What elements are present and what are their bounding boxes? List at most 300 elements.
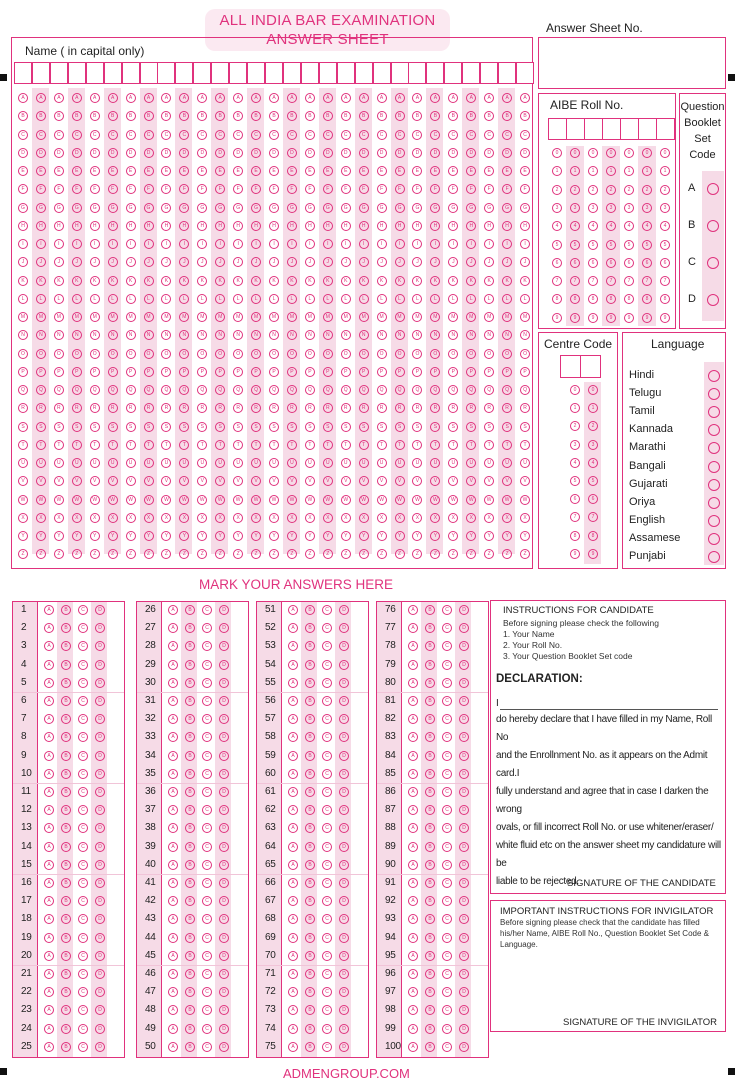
- name-bubble-r[interactable]: R: [161, 403, 171, 413]
- answer-bubble-d[interactable]: D: [339, 678, 349, 688]
- answer-bubble-d[interactable]: D: [339, 914, 349, 924]
- name-bubble-t[interactable]: T: [108, 440, 118, 450]
- answer-bubble-b[interactable]: B: [61, 714, 71, 724]
- name-bubble-l[interactable]: L: [161, 294, 171, 304]
- name-bubble-t[interactable]: T: [197, 440, 207, 450]
- answer-bubble-d[interactable]: D: [339, 787, 349, 797]
- name-bubble-l[interactable]: L: [520, 294, 530, 304]
- name-bubble-g[interactable]: G: [144, 203, 154, 213]
- name-bubble-w[interactable]: W: [90, 495, 100, 505]
- language-bubble-oriya[interactable]: [708, 497, 720, 509]
- name-bubble-w[interactable]: W: [377, 495, 387, 505]
- name-bubble-m[interactable]: M: [341, 312, 351, 322]
- answer-bubble-d[interactable]: D: [459, 787, 469, 797]
- name-bubble-o[interactable]: O: [215, 349, 225, 359]
- answer-bubble-c[interactable]: C: [322, 896, 332, 906]
- name-bubble-o[interactable]: O: [179, 349, 189, 359]
- name-bubble-r[interactable]: R: [108, 403, 118, 413]
- name-bubble-s[interactable]: S: [233, 422, 243, 432]
- name-bubble-f[interactable]: F: [251, 184, 261, 194]
- name-bubble-h[interactable]: H: [197, 221, 207, 231]
- name-bubble-j[interactable]: J: [341, 257, 351, 267]
- language-bubble-gujarati[interactable]: [708, 479, 720, 491]
- name-bubble-b[interactable]: B: [108, 111, 118, 121]
- answer-bubble-d[interactable]: D: [459, 842, 469, 852]
- answer-bubble-a[interactable]: A: [408, 787, 418, 797]
- name-bubble-w[interactable]: W: [126, 495, 136, 505]
- name-bubble-j[interactable]: J: [36, 257, 46, 267]
- name-bubble-u[interactable]: U: [484, 458, 494, 468]
- name-bubble-k[interactable]: K: [520, 276, 530, 286]
- name-bubble-s[interactable]: S: [466, 422, 476, 432]
- name-bubble-a[interactable]: A: [161, 93, 171, 103]
- name-bubble-b[interactable]: B: [323, 111, 333, 121]
- answer-bubble-a[interactable]: A: [408, 860, 418, 870]
- name-bubble-q[interactable]: Q: [72, 385, 82, 395]
- name-bubble-s[interactable]: S: [359, 422, 369, 432]
- name-letter-box[interactable]: [301, 62, 319, 84]
- name-bubble-t[interactable]: T: [215, 440, 225, 450]
- name-bubble-u[interactable]: U: [72, 458, 82, 468]
- answer-bubble-a[interactable]: A: [288, 787, 298, 797]
- name-bubble-h[interactable]: H: [18, 221, 28, 231]
- name-bubble-v[interactable]: V: [36, 476, 46, 486]
- name-bubble-d[interactable]: D: [251, 148, 261, 158]
- roll-bubble-9[interactable]: 9: [570, 313, 580, 323]
- name-bubble-x[interactable]: X: [126, 513, 136, 523]
- name-bubble-y[interactable]: Y: [502, 531, 512, 541]
- name-bubble-n[interactable]: N: [466, 330, 476, 340]
- answer-bubble-c[interactable]: C: [202, 605, 212, 615]
- answer-bubble-b[interactable]: B: [61, 1024, 71, 1034]
- answer-bubble-b[interactable]: B: [61, 1042, 71, 1052]
- roll-bubble-0[interactable]: 0: [660, 148, 670, 158]
- centre-bubble-4[interactable]: 4: [588, 458, 598, 468]
- answer-bubble-d[interactable]: D: [219, 787, 229, 797]
- answer-bubble-d[interactable]: D: [219, 769, 229, 779]
- name-bubble-n[interactable]: N: [90, 330, 100, 340]
- answer-bubble-c[interactable]: C: [202, 842, 212, 852]
- name-bubble-w[interactable]: W: [466, 495, 476, 505]
- name-bubble-d[interactable]: D: [269, 148, 279, 158]
- name-bubble-q[interactable]: Q: [287, 385, 297, 395]
- name-bubble-m[interactable]: M: [72, 312, 82, 322]
- name-bubble-v[interactable]: V: [269, 476, 279, 486]
- answer-bubble-b[interactable]: B: [185, 769, 195, 779]
- answer-bubble-a[interactable]: A: [168, 969, 178, 979]
- answer-bubble-b[interactable]: B: [185, 1005, 195, 1015]
- name-bubble-j[interactable]: J: [251, 257, 261, 267]
- roll-bubble-5[interactable]: 5: [642, 240, 652, 250]
- name-bubble-s[interactable]: S: [54, 422, 64, 432]
- answer-bubble-b[interactable]: B: [61, 860, 71, 870]
- name-bubble-r[interactable]: R: [179, 403, 189, 413]
- name-bubble-f[interactable]: F: [215, 184, 225, 194]
- answer-bubble-d[interactable]: D: [95, 696, 105, 706]
- answer-bubble-b[interactable]: B: [425, 751, 435, 761]
- name-bubble-i[interactable]: I: [359, 239, 369, 249]
- name-bubble-n[interactable]: N: [395, 330, 405, 340]
- answer-bubble-a[interactable]: A: [288, 751, 298, 761]
- name-bubble-t[interactable]: T: [72, 440, 82, 450]
- answer-bubble-b[interactable]: B: [61, 660, 71, 670]
- name-bubble-b[interactable]: B: [341, 111, 351, 121]
- answer-bubble-a[interactable]: A: [44, 1042, 54, 1052]
- name-bubble-g[interactable]: G: [395, 203, 405, 213]
- name-bubble-f[interactable]: F: [484, 184, 494, 194]
- name-bubble-v[interactable]: V: [144, 476, 154, 486]
- name-bubble-o[interactable]: O: [520, 349, 530, 359]
- answer-bubble-b[interactable]: B: [185, 842, 195, 852]
- answer-bubble-a[interactable]: A: [168, 1042, 178, 1052]
- name-bubble-p[interactable]: P: [90, 367, 100, 377]
- name-bubble-y[interactable]: Y: [144, 531, 154, 541]
- answer-bubble-c[interactable]: C: [78, 805, 88, 815]
- answer-bubble-a[interactable]: A: [288, 914, 298, 924]
- answer-bubble-c[interactable]: C: [442, 933, 452, 943]
- name-bubble-d[interactable]: D: [341, 148, 351, 158]
- name-bubble-d[interactable]: D: [215, 148, 225, 158]
- answer-bubble-d[interactable]: D: [95, 805, 105, 815]
- name-bubble-t[interactable]: T: [269, 440, 279, 450]
- name-bubble-f[interactable]: F: [144, 184, 154, 194]
- answer-bubble-d[interactable]: D: [339, 951, 349, 961]
- roll-bubble-5[interactable]: 5: [588, 240, 598, 250]
- answer-bubble-c[interactable]: C: [78, 769, 88, 779]
- name-bubble-l[interactable]: L: [484, 294, 494, 304]
- name-bubble-o[interactable]: O: [126, 349, 136, 359]
- name-letter-box[interactable]: [104, 62, 122, 84]
- name-bubble-f[interactable]: F: [90, 184, 100, 194]
- answer-bubble-d[interactable]: D: [339, 878, 349, 888]
- name-bubble-m[interactable]: M: [251, 312, 261, 322]
- name-bubble-a[interactable]: A: [341, 93, 351, 103]
- name-bubble-u[interactable]: U: [233, 458, 243, 468]
- answer-bubble-b[interactable]: B: [61, 732, 71, 742]
- answer-bubble-d[interactable]: D: [339, 896, 349, 906]
- answer-bubble-c[interactable]: C: [202, 769, 212, 779]
- name-letter-box[interactable]: [480, 62, 498, 84]
- name-bubble-z[interactable]: Z: [377, 549, 387, 559]
- name-bubble-u[interactable]: U: [161, 458, 171, 468]
- answer-bubble-d[interactable]: D: [219, 641, 229, 651]
- name-bubble-f[interactable]: F: [359, 184, 369, 194]
- name-bubble-n[interactable]: N: [484, 330, 494, 340]
- answer-bubble-a[interactable]: A: [44, 805, 54, 815]
- answer-bubble-c[interactable]: C: [322, 641, 332, 651]
- name-bubble-y[interactable]: Y: [359, 531, 369, 541]
- name-bubble-r[interactable]: R: [197, 403, 207, 413]
- name-bubble-x[interactable]: X: [466, 513, 476, 523]
- name-bubble-i[interactable]: I: [520, 239, 530, 249]
- name-bubble-v[interactable]: V: [341, 476, 351, 486]
- centre-bubble-6[interactable]: 6: [570, 494, 580, 504]
- name-bubble-p[interactable]: P: [179, 367, 189, 377]
- name-bubble-z[interactable]: Z: [233, 549, 243, 559]
- name-bubble-f[interactable]: F: [54, 184, 64, 194]
- name-bubble-s[interactable]: S: [377, 422, 387, 432]
- name-bubble-b[interactable]: B: [161, 111, 171, 121]
- answer-bubble-a[interactable]: A: [288, 969, 298, 979]
- name-bubble-t[interactable]: T: [430, 440, 440, 450]
- answer-bubble-d[interactable]: D: [219, 732, 229, 742]
- name-bubble-j[interactable]: J: [520, 257, 530, 267]
- name-bubble-n[interactable]: N: [215, 330, 225, 340]
- name-bubble-e[interactable]: E: [36, 166, 46, 176]
- name-letter-box[interactable]: [157, 62, 175, 84]
- name-bubble-s[interactable]: S: [484, 422, 494, 432]
- name-bubble-p[interactable]: P: [430, 367, 440, 377]
- name-bubble-o[interactable]: O: [54, 349, 64, 359]
- name-bubble-q[interactable]: Q: [502, 385, 512, 395]
- name-bubble-o[interactable]: O: [359, 349, 369, 359]
- answer-bubble-b[interactable]: B: [185, 787, 195, 797]
- answer-bubble-d[interactable]: D: [219, 951, 229, 961]
- name-bubble-f[interactable]: F: [126, 184, 136, 194]
- answer-bubble-c[interactable]: C: [322, 769, 332, 779]
- answer-bubble-b[interactable]: B: [305, 1042, 315, 1052]
- name-bubble-z[interactable]: Z: [251, 549, 261, 559]
- answer-bubble-a[interactable]: A: [44, 823, 54, 833]
- name-bubble-l[interactable]: L: [90, 294, 100, 304]
- answer-bubble-b[interactable]: B: [61, 787, 71, 797]
- centre-bubble-1[interactable]: 1: [588, 403, 598, 413]
- roll-bubble-8[interactable]: 8: [588, 294, 598, 304]
- name-bubble-l[interactable]: L: [251, 294, 261, 304]
- name-bubble-w[interactable]: W: [484, 495, 494, 505]
- roll-bubble-1[interactable]: 1: [660, 166, 670, 176]
- name-bubble-o[interactable]: O: [72, 349, 82, 359]
- answer-bubble-d[interactable]: D: [95, 878, 105, 888]
- name-bubble-s[interactable]: S: [251, 422, 261, 432]
- name-bubble-d[interactable]: D: [430, 148, 440, 158]
- name-letter-box[interactable]: [193, 62, 211, 84]
- name-bubble-t[interactable]: T: [305, 440, 315, 450]
- answer-bubble-b[interactable]: B: [425, 951, 435, 961]
- answer-bubble-c[interactable]: C: [78, 969, 88, 979]
- answer-bubble-a[interactable]: A: [288, 660, 298, 670]
- roll-bubble-2[interactable]: 2: [606, 185, 616, 195]
- name-bubble-l[interactable]: L: [144, 294, 154, 304]
- name-bubble-k[interactable]: K: [161, 276, 171, 286]
- answer-bubble-c[interactable]: C: [78, 787, 88, 797]
- name-bubble-k[interactable]: K: [269, 276, 279, 286]
- name-bubble-b[interactable]: B: [179, 111, 189, 121]
- answer-bubble-a[interactable]: A: [168, 751, 178, 761]
- centre-bubble-1[interactable]: 1: [570, 403, 580, 413]
- answer-bubble-b[interactable]: B: [61, 623, 71, 633]
- name-bubble-p[interactable]: P: [341, 367, 351, 377]
- answer-bubble-b[interactable]: B: [61, 933, 71, 943]
- answer-bubble-b[interactable]: B: [425, 842, 435, 852]
- name-bubble-u[interactable]: U: [359, 458, 369, 468]
- answer-bubble-b[interactable]: B: [61, 823, 71, 833]
- roll-bubble-6[interactable]: 6: [606, 258, 616, 268]
- name-bubble-g[interactable]: G: [305, 203, 315, 213]
- name-bubble-m[interactable]: M: [502, 312, 512, 322]
- name-bubble-l[interactable]: L: [287, 294, 297, 304]
- name-bubble-p[interactable]: P: [466, 367, 476, 377]
- name-bubble-r[interactable]: R: [341, 403, 351, 413]
- name-bubble-h[interactable]: H: [215, 221, 225, 231]
- name-bubble-p[interactable]: P: [126, 367, 136, 377]
- name-bubble-h[interactable]: H: [144, 221, 154, 231]
- answer-bubble-a[interactable]: A: [168, 605, 178, 615]
- name-bubble-l[interactable]: L: [269, 294, 279, 304]
- name-bubble-z[interactable]: Z: [502, 549, 512, 559]
- name-bubble-e[interactable]: E: [341, 166, 351, 176]
- name-bubble-e[interactable]: E: [520, 166, 530, 176]
- answer-bubble-d[interactable]: D: [459, 769, 469, 779]
- name-bubble-o[interactable]: O: [161, 349, 171, 359]
- answer-bubble-c[interactable]: C: [78, 605, 88, 615]
- name-bubble-l[interactable]: L: [430, 294, 440, 304]
- name-bubble-d[interactable]: D: [233, 148, 243, 158]
- roll-bubble-0[interactable]: 0: [624, 148, 634, 158]
- answer-bubble-b[interactable]: B: [305, 1024, 315, 1034]
- name-bubble-c[interactable]: C: [108, 130, 118, 140]
- name-bubble-r[interactable]: R: [305, 403, 315, 413]
- answer-bubble-c[interactable]: C: [322, 1024, 332, 1034]
- name-bubble-h[interactable]: H: [484, 221, 494, 231]
- name-bubble-u[interactable]: U: [412, 458, 422, 468]
- roll-bubble-0[interactable]: 0: [570, 148, 580, 158]
- answer-bubble-d[interactable]: D: [95, 1042, 105, 1052]
- name-bubble-j[interactable]: J: [395, 257, 405, 267]
- name-bubble-l[interactable]: L: [54, 294, 64, 304]
- name-bubble-q[interactable]: Q: [341, 385, 351, 395]
- answer-bubble-d[interactable]: D: [459, 623, 469, 633]
- name-bubble-o[interactable]: O: [233, 349, 243, 359]
- name-bubble-p[interactable]: P: [520, 367, 530, 377]
- name-bubble-d[interactable]: D: [18, 148, 28, 158]
- name-bubble-x[interactable]: X: [251, 513, 261, 523]
- answer-bubble-d[interactable]: D: [339, 969, 349, 979]
- answer-bubble-a[interactable]: A: [288, 878, 298, 888]
- name-bubble-b[interactable]: B: [395, 111, 405, 121]
- name-bubble-e[interactable]: E: [72, 166, 82, 176]
- name-bubble-b[interactable]: B: [287, 111, 297, 121]
- name-bubble-r[interactable]: R: [430, 403, 440, 413]
- name-bubble-i[interactable]: I: [484, 239, 494, 249]
- name-bubble-h[interactable]: H: [287, 221, 297, 231]
- name-bubble-s[interactable]: S: [341, 422, 351, 432]
- answer-bubble-b[interactable]: B: [305, 860, 315, 870]
- answer-bubble-c[interactable]: C: [322, 1042, 332, 1052]
- language-bubble-english[interactable]: [708, 515, 720, 527]
- name-bubble-d[interactable]: D: [126, 148, 136, 158]
- name-bubble-c[interactable]: C: [215, 130, 225, 140]
- name-bubble-c[interactable]: C: [484, 130, 494, 140]
- name-bubble-g[interactable]: G: [287, 203, 297, 213]
- name-bubble-w[interactable]: W: [323, 495, 333, 505]
- answer-bubble-b[interactable]: B: [61, 751, 71, 761]
- answer-bubble-a[interactable]: A: [44, 641, 54, 651]
- answer-bubble-c[interactable]: C: [442, 696, 452, 706]
- answer-bubble-d[interactable]: D: [219, 1024, 229, 1034]
- answer-bubble-b[interactable]: B: [61, 805, 71, 815]
- name-bubble-i[interactable]: I: [54, 239, 64, 249]
- name-bubble-d[interactable]: D: [466, 148, 476, 158]
- answer-bubble-a[interactable]: A: [408, 951, 418, 961]
- name-bubble-y[interactable]: Y: [484, 531, 494, 541]
- name-bubble-x[interactable]: X: [287, 513, 297, 523]
- name-bubble-n[interactable]: N: [502, 330, 512, 340]
- roll-bubble-6[interactable]: 6: [588, 258, 598, 268]
- answer-bubble-b[interactable]: B: [305, 605, 315, 615]
- name-bubble-n[interactable]: N: [448, 330, 458, 340]
- answer-bubble-b[interactable]: B: [305, 914, 315, 924]
- answer-bubble-d[interactable]: D: [219, 678, 229, 688]
- roll-bubble-2[interactable]: 2: [642, 185, 652, 195]
- name-bubble-q[interactable]: Q: [412, 385, 422, 395]
- name-bubble-z[interactable]: Z: [448, 549, 458, 559]
- name-bubble-h[interactable]: H: [108, 221, 118, 231]
- name-bubble-m[interactable]: M: [323, 312, 333, 322]
- roll-bubble-4[interactable]: 4: [642, 221, 652, 231]
- name-bubble-q[interactable]: Q: [430, 385, 440, 395]
- answer-bubble-d[interactable]: D: [95, 842, 105, 852]
- name-bubble-y[interactable]: Y: [54, 531, 64, 541]
- name-bubble-j[interactable]: J: [287, 257, 297, 267]
- name-bubble-d[interactable]: D: [90, 148, 100, 158]
- answer-bubble-d[interactable]: D: [95, 660, 105, 670]
- answer-bubble-c[interactable]: C: [78, 751, 88, 761]
- name-bubble-i[interactable]: I: [72, 239, 82, 249]
- name-bubble-v[interactable]: V: [161, 476, 171, 486]
- name-bubble-p[interactable]: P: [18, 367, 28, 377]
- answer-bubble-b[interactable]: B: [185, 914, 195, 924]
- name-bubble-w[interactable]: W: [36, 495, 46, 505]
- name-bubble-z[interactable]: Z: [54, 549, 64, 559]
- name-bubble-w[interactable]: W: [108, 495, 118, 505]
- name-bubble-x[interactable]: X: [412, 513, 422, 523]
- roll-bubble-7[interactable]: 7: [624, 276, 634, 286]
- name-bubble-w[interactable]: W: [233, 495, 243, 505]
- answer-bubble-d[interactable]: D: [95, 623, 105, 633]
- answer-bubble-b[interactable]: B: [61, 987, 71, 997]
- answer-bubble-c[interactable]: C: [322, 914, 332, 924]
- name-bubble-b[interactable]: B: [520, 111, 530, 121]
- name-bubble-p[interactable]: P: [269, 367, 279, 377]
- name-bubble-k[interactable]: K: [90, 276, 100, 286]
- name-bubble-a[interactable]: A: [305, 93, 315, 103]
- name-bubble-g[interactable]: G: [108, 203, 118, 213]
- name-bubble-e[interactable]: E: [179, 166, 189, 176]
- name-bubble-q[interactable]: Q: [233, 385, 243, 395]
- name-bubble-f[interactable]: F: [466, 184, 476, 194]
- answer-bubble-d[interactable]: D: [339, 732, 349, 742]
- answer-bubble-d[interactable]: D: [219, 696, 229, 706]
- name-bubble-z[interactable]: Z: [412, 549, 422, 559]
- name-bubble-s[interactable]: S: [502, 422, 512, 432]
- name-bubble-d[interactable]: D: [395, 148, 405, 158]
- name-bubble-a[interactable]: A: [72, 93, 82, 103]
- answer-bubble-b[interactable]: B: [61, 605, 71, 615]
- name-bubble-g[interactable]: G: [412, 203, 422, 213]
- answer-bubble-c[interactable]: C: [322, 714, 332, 724]
- name-bubble-y[interactable]: Y: [466, 531, 476, 541]
- answer-bubble-c[interactable]: C: [78, 842, 88, 852]
- answer-bubble-a[interactable]: A: [44, 951, 54, 961]
- name-bubble-h[interactable]: H: [233, 221, 243, 231]
- answer-bubble-c[interactable]: C: [202, 987, 212, 997]
- name-bubble-l[interactable]: L: [126, 294, 136, 304]
- name-bubble-z[interactable]: Z: [197, 549, 207, 559]
- answer-bubble-d[interactable]: D: [459, 969, 469, 979]
- name-bubble-l[interactable]: L: [448, 294, 458, 304]
- name-bubble-j[interactable]: J: [269, 257, 279, 267]
